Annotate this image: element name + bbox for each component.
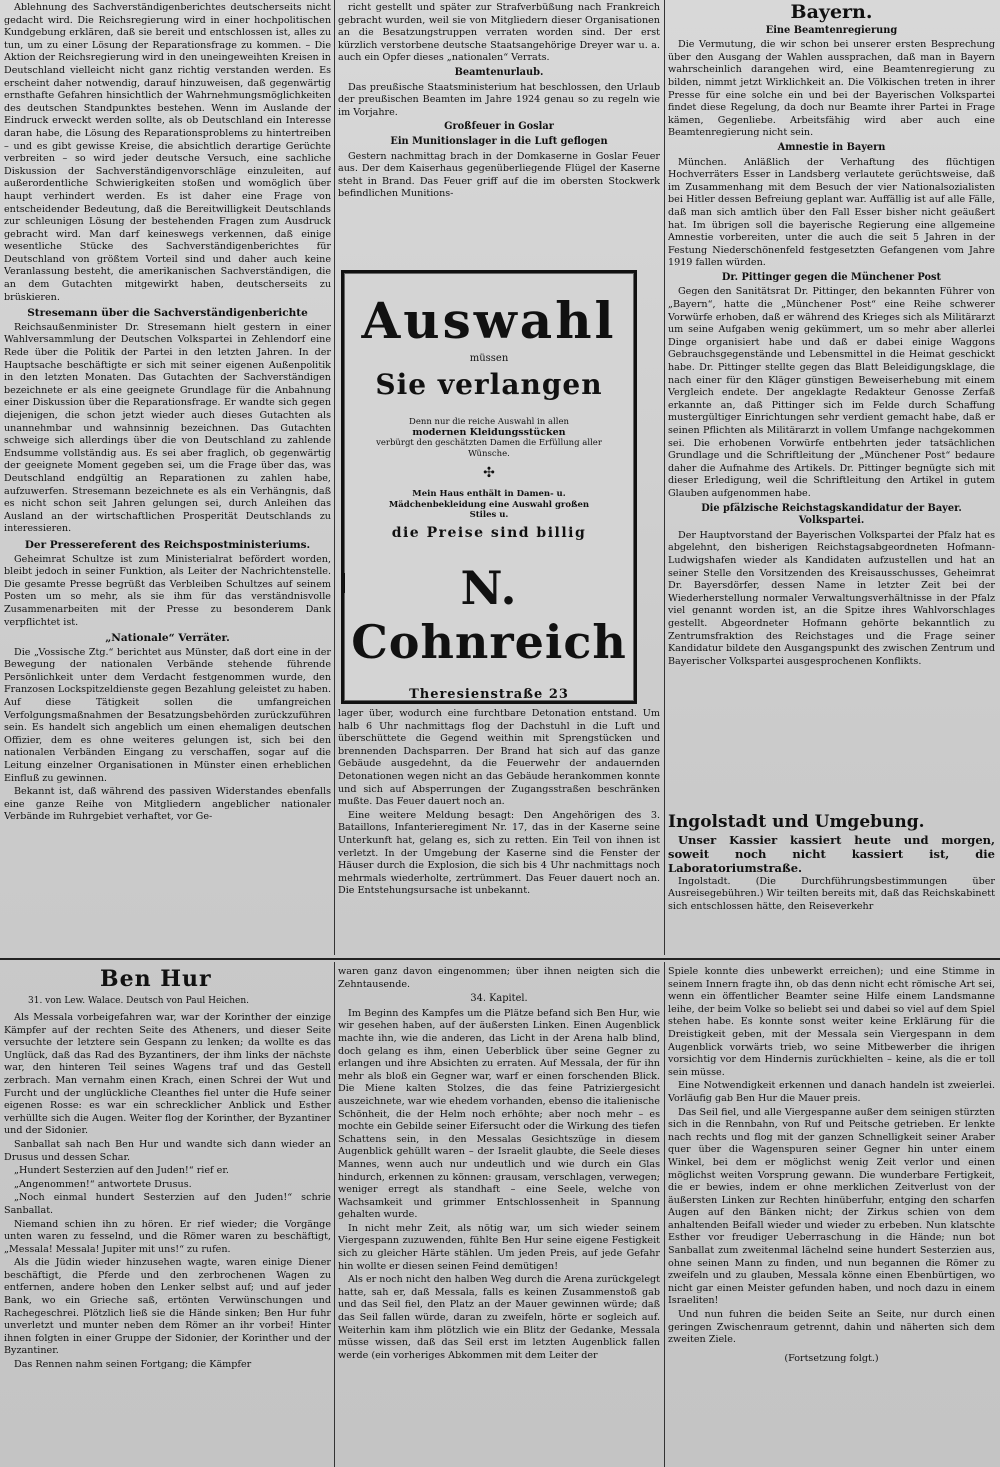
column-ingolstadt	[668, 812, 995, 952]
column-news	[338, 2, 660, 262]
serial-paragraph: Als die Jüdin wieder hinzusehen wagte, waren einige Diener beschäftigt, die Pferde und den zerbrochenen Wagen zu entfernen, andere hoben den Lenker selbst auf; und auf jeder Bank, wo ein Grieche saß, ertönten Verwünschungen und Rachegeschrei. Plötzlich ließ sie die Hände sinken; Ben Hur fuhr unverletzt und munter neben dem Römer an ihr vorbei! Hinter ihnen folgten in einer Gruppe der Sidonier, der Korinther und der Byzantiner.	[4, 1257, 331, 1357]
serial-paragraph: waren ganz davon eingenommen; über ihnen neigten sich die Zehntausende.	[338, 966, 660, 990]
column-bayern	[668, 2, 995, 802]
serial-paragraph: Eine Notwendigkeit erkennen und danach handeln ist zweierlei. Vorläufig gab Ben Hur die Mauer preis.	[668, 1080, 995, 1104]
article-paragraph: Bekannt ist, daß während des passiven Widerstandes ebenfalls eine ganze Reihe von Mitgliedern angeblicher nationaler Verbände im Ruhrgebiet verhaftet, vor Ge-	[4, 786, 331, 823]
serial-paragraph: Und nun fuhren die beiden Seite an Seite, nur durch einen geringen Zwischenraum getrennt, dahin und näherten sich dem zweiten Ziele.	[668, 1309, 995, 1346]
ad-body	[374, 417, 604, 459]
serial-column-3	[668, 966, 995, 1466]
serial-paragraph: Das Rennen nahm seinen Fortgang; die Kämpfer	[14, 1359, 252, 1371]
ad-subline: müssen	[469, 353, 509, 364]
ad-headline: Auswahl	[361, 291, 617, 350]
serial-paragraph: „Noch einmal hundert Sesterzien auf den Juden!“ schrie Sanballat.	[4, 1192, 331, 1216]
serial-column-2	[338, 966, 660, 1466]
headline-stresemann: Stresemann über die Sachverständigenberichte	[27, 307, 308, 320]
article-paragraph: Gegen den Sanitätsrat Dr. Pittinger, den bekannten Führer von „Bayern“, hatte die „Münchener Post“ eine Reihe schwerer Vorwürfe erhoben, daß er während des Krieges sich als Militärarzt um seine Aufgaben wenig gekümmert, um so mehr aber allerlei Dinge organisiert habe und daß er dabei einige Waggons Gebrauchsgegenstände und Lebensmittel in die Heimat geschickt habe. Dr. Pittinger stellte gegen das Blatt Beleidigungsklage, die nach einer für den Kläger günstigen Beweiserhebung mit einem Vergleich endete. Der angeklagte Redakteur Genosse Zerfaß erkannte an, daß Pittinger sich im Felde durch Schaffung mustergültiger Einrichtungen sehr verdient gemacht habe, daß er seinen Pflichten als Militärarzt in vollem Umfange nachgekommen sei. Die erhobenen Vorwürfe entbehrten jeder tatsächlichen Grundlage und die Schriftleitung der „Münchener Post“ bedaure daher die Aufnahme des Artikels. Dr. Pittinger begnügte sich mit dieser Erledigung, weil die Schriftleitung den Artikel in gutem Glauben aufgenommen habe.	[668, 286, 995, 499]
ad-line: verbürgt den geschätzten Damen die Erfüllung aller Wünsche.	[376, 438, 602, 459]
headline-beamtenurlaub: Beamtenurlaub.	[454, 66, 544, 78]
headline-pittinger: Dr. Pittinger gegen die Münchener Post	[721, 271, 942, 283]
headline-ingolstadt: Ingolstadt und Umgebung.	[668, 812, 925, 832]
article-paragraph: Der Hauptvorstand der Bayerischen Volkspartei der Pfalz hat es abgelehnt, den bisherigen Reichstagsabgeordneten Hofmann-Ludwigshafen wieder als Kandidaten aufzustellen und hat an seiner Stelle den Vorsitzenden des Kreisausschusses, Geheimrat Dr. Bayersdörfer, dessen Name in letzter Zeit bei der Wiederherstellung normaler Verwaltungsverhältnisse in der Pfalz viel genannt worden ist, an die Spitze ihres Wahlvorschlages gestellt. Abgeordneter Hofmann gehörte bekanntlich zu Zentrumsfraktion des Reichstages und die Frage seiner Kandidatur bildete den Ausgangspunkt des zwischen Zentrum und Bayerischer Volkspartei ausgesprochenen Konflikts.	[668, 529, 995, 667]
ad-address: Theresienstraße 23	[409, 686, 569, 702]
column-rule	[334, 0, 335, 955]
article-paragraph: Geheimrat Schultze ist zum Ministerialrat befördert worden, bleibt jedoch in seiner Funktion, als Leiter der Nachrichtenstelle. Die gesamte Presse begrüßt das Verbleiben Schultzes auf seinem Posten um so mehr, als sie ihm für das verständnisvolle Zusammenarbeiten mit der Presse zu besonderem Dank verpflichtet ist.	[4, 553, 331, 628]
serial-paragraph: Spiele konnte dies unbewerkt erreichen); und eine Stimme in seinem Innern fragte ihn, ob das denn nicht echt römische Art sei, wenn ein öffentlicher Beamter seine Hilfe einem Landsmanne leihe, der beim Volke so beliebt sei und dabei so viel auf dem Spiel stehen habe. Es konnte sonst weiter keine Erklärung für die Dreistigkeit geben, mit der Messala sein Viergespann in dem Augenblick vorwärts trieb, wo seine Mitbewerber die ihrigen vorsichtig vor dem Hindernis zurückhielten – keine, als die er toll sein müsse.	[668, 966, 995, 1078]
article-paragraph: richt gestellt und später zur Strafverbüßung nach Frankreich gebracht wurden, weil sie von Mitgliedern dieser Organisationen an die Besatzungstruppen verraten worden sind. Der erst kürzlich verstorbene deutsche Staatsangehörige Dreyer war u. a. auch ein Opfer dieses „nationalen“ Verrats.	[338, 2, 660, 64]
column-rule	[664, 0, 665, 955]
ad-line: Denn nur die reiche Auswahl in allen	[409, 417, 569, 427]
serial-column-1	[4, 1012, 331, 1462]
serial-paragraph: „Hundert Sesterzien auf den Juden!“ rief er.	[14, 1165, 229, 1177]
article-paragraph: Ablehnung des Sachverständigenberichtes deutscherseits nicht gedacht wird. Die Reichsregierung wird in einer hochpolitischen Kundgebung erklären, daß sie bereit und entschlossen ist, alles zu tun, um zu einer Lösung der Reparationsfrage zu kommen. – Die Aktion der Reichsregierung wird in den uneingeweihten Kreisen in Deutschland vielleicht nicht ganz richtig verstanden werden. Es erscheint daher notwendig, darauf hinzuweisen, daß gegenwärtig ernsthafte Gefahren hinsichtlich der Wahrnehmungsmöglichkeiten des deutschen Standpunktes bestehen. Wenn im Auslande der Eindruck erweckt werden sollte, als ob Deutschland ein Interesse daran habe, die Lösung des Reparationsproblems zu hintertreiben – und es gibt gewisse Kreise, die absichtlich derartige Gerüchte verbreiten – so wird jeder deutsche Versuch, eine sachliche Diskussion der Sachverständigenvorschläge einzuleiten, auf außerordentliche Schwierigkeiten stoßen und womöglich über haupt verhindert werden. Es ist daher eine Frage von entscheidender Bedeutung, daß die Bereitwilligkeit Deutschlands zur schleunigen Lösung der bestehenden Fragen zum Ausdruck gebracht wird. Man darf keineswegs verkennen, daß einige wesentliche Stücke des Sachverständigenberichtes für Deutschland von größtem Vorteil sind und daher auch keine Veranlassung besteht, die amerikanischen Sachverständigen, die an dem Gutachten mitgewirkt haben, deutscherseits zu brüskieren.	[4, 2, 331, 303]
serial-byline: 31. von Lew. Walace. Deutsch von Paul Heichen.	[28, 996, 250, 1006]
serial-paragraph: Sanballat sah nach Ben Hur und wandte sich dann wieder an Drusus und dessen Schar.	[4, 1138, 331, 1163]
ad-price-line: die Preise sind billig	[391, 524, 587, 541]
serial-paragraph: „Angenommen!“ antwortete Drusus.	[14, 1178, 192, 1190]
column-rule	[334, 962, 335, 1467]
article-paragraph: Die „Vossische Ztg.“ berichtet aus Münster, daß dort eine in der Bewegung der nationalen Verbände stehende führende Persönlichkeit unter dem Verdacht festgenommen wurde, den Franzosen Lockspitzeldienste gegen Bezahlung geleistet zu haben. Auf diese Tätigkeit sollen die umfangreichen Verfolgungsmaßnahmen der Besatzungsbehörden zurückzuführen sein. Es handelt sich angeblich um einen ehemaligen deutschen Offizier, dem es ohne weiteres gelungen ist, sich bei den nationalen Verbänden Eingang zu verschaffen, sogar auf die Leitung einzelner Organisationen in Münster einen erheblichen Einfluß zu gewinnen.	[4, 646, 331, 784]
continuation-note: (Fortsetzung folgt.)	[784, 1352, 879, 1364]
serial-paragraph: In nicht mehr Zeit, als nötig war, um sich wieder seinem Viergespann zuzuwenden, fühlte Ben Hur seine eigene Festigkeit sich zu gleicher Härte stählen. Um jeden Preis, auf jede Gefahr hin wollte er diesen seinen Feind demütigen!	[338, 1222, 660, 1272]
ad-headline-2: Sie verlangen	[375, 368, 603, 401]
column-news-continued	[338, 708, 660, 948]
headline-verraeter: „Nationale“ Verräter.	[105, 632, 230, 645]
article-paragraph: München. Anläßlich der Verhaftung des flüchtigen Hochverräters Esser in Landsberg verlautete gerüchtsweise, daß im Zusammenhang mit dem Besuch der vier Nationalsozialisten bei Hitler dessen Befreiung geplant war. Auffällig ist auf alle Fälle, daß man sich amtlich über den Fall Esser bisher nicht geäußert hat. Im übrigen soll die bayerische Regierung eine allgemeine Amnestie vorbereiten, unter die auch die seit 5 Jahren in der Festung Niederschönenfeld festgesetzten Gefangenen vom Jahre 1919 fallen würden.	[668, 156, 995, 269]
bracket-ornament	[343, 573, 355, 593]
headline-pfalz: Die pfälzische Reichstagskandidatur der Bayer. Volkspartei.	[701, 502, 962, 527]
serial-paragraph: Als Messala vorbeigefahren war, war der Korinther der einzige Kämpfer auf der rechten Seite des Atheners, und dieser Seite versuchte der letztere sein Gespann zu lenken; da wollte es das Unglück, daß das Rad des Byzantiners, der ihm links der nächste war, den hinteren Teil seines Wagens traf und das Gestell zerbrach. Man vernahm einen Krach, einen Schrei der Wut und Furcht und der unglückliche Cleanthes fiel unter die Hufe seiner eigenen Rosse: es war ein schrecklicher Anblick und Esther verhüllte sich die Augen. Weiter flog der Korinther, der Byzantiner und der Sidonier.	[4, 1012, 331, 1137]
serial-paragraph: Als er noch nicht den halben Weg durch die Arena zurückgelegt hatte, sah er, daß Messala, falls es keinen Zusammenstoß gab und das Seil fiel, den Platz an der Mauer gewinnen würde; daß das Seil fallen würde, daran zu zweifeln, hörte er sogleich auf. Weiterhin kam ihm plötzlich wie ein Blitz der Gedanke, Messala müsse wissen, daß das Seil erst im letzten Augenblick fallen werde (ein vorheriges Abkommen mit dem Leiter der	[338, 1274, 660, 1361]
advertisement-cohnreich	[341, 270, 637, 704]
headline-grossfeuer: Großfeuer in Goslar	[444, 121, 554, 133]
ad-brand: N. Cohnreich	[351, 560, 627, 669]
serial-paragraph: Das Seil fiel, und alle Viergespanne außer dem seinigen stürzten sich in die Rennbahn, von Ruf und Peitsche getrieben. Er lenkte nach rechts und flog mit der ganzen Schnelligkeit seiner Araber quer über die Wagenspuren seiner Gegner hin unter einem Winkel, bei dem er möglichst wenig Zeit verlor und einen möglichst weiten Vorsprung gewann. Die wunderbare Fertigkeit, die er bewies, indem er ohne merklichen Zeitverlust von der äußersten Linken zur Rechten hinüberfuhr, entging den scharfen Augen auf den Bänken nicht; der Zirkus schien von dem anhaltenden Beifall wieder und wieder zu erbeben. Nun klatschte Esther vor freudiger Ueberraschung in die Hände; nun bot Sanballat zum zweitenmal lächelnd seine hundert Sesterzien aus, ohne seinen Mann zu finden, und nun begannen die Römer zu zweifeln und zu glauben, Messala könne einen Ebenbürtigen, wo nicht gar einen Meister gefunden haben, und noch dazu in einem Israeliten!	[668, 1106, 995, 1307]
article-paragraph: Das preußische Staatsministerium hat beschlossen, den Urlaub der preußischen Beamten im Jahre 1924 genau so zu regeln wie im Vorjahre.	[338, 81, 660, 118]
article-paragraph: Reichsaußenminister Dr. Stresemann hielt gestern in einer Wahlversammlung der Deutschen Volkspartei in Zehlendorf eine Rede über die Politik der Partei in den letzten Jahren. In der Hauptsache beschäftigte er sich mit seiner eigenen Außenpolitik in den letzten Monaten. Das Gutachten der Sachverständigen bezeichnete er als eine geeignete Grundlage für die Anbahnung einer Diskussion über die Reparationsfrage. Er wandte sich gegen diejenigen, die schon jetzt wieder auch dieses Gutachten als unannehmbar und wahnsinnig bezeichnen. Das Gutachten schweige sich allerdings über die von Deutschland zu zahlende Endsumme vollständig aus. Es sei aber fraglich, ob gegenwärtig der geeignete Moment gegeben sei, um die Frage über das, was Deutschland endgültig an Reparationen zu zahlen habe, aufzuwerfen. Stresemann bezeichnete es als ein Verhängnis, daß es nicht schon seit Jahren gelungen sei, durch Anleihen das Ausland an der wirtschaftlichen Prosperität Deutschlands zu interessieren.	[4, 321, 331, 535]
ad-line-bold: modernen Kleidungsstücken	[412, 426, 566, 438]
serial-paragraph: Niemand schien ihn zu hören. Er rief wieder; die Vorgänge unten waren zu fesselnd, und die Römer waren zu beschäftigt, „Messala! Messala! Jupiter mit uns!“ zu rufen.	[4, 1218, 331, 1255]
headline-amnestie: Amnestie in Bayern	[777, 141, 886, 153]
subheadline-munitionslager: Ein Munitionslager in die Luft geflogen	[390, 135, 608, 147]
ad-body-2: Mein Haus enthält in Damen- u. Mädchenbekleidung eine Auswahl großen Stiles u.	[388, 489, 590, 520]
article-paragraph: Ingolstadt. (Die Durchführungsbestimmungen über Ausreisegebühren.) Wir teilten bereits mit, daß das Reichskabinett sich entschlossen hätte, den Reiseverkehr	[668, 875, 995, 912]
chapter-heading: 34. Kapitel.	[470, 993, 528, 1005]
column-politics	[4, 2, 331, 942]
headline-bayern: Bayern.	[790, 2, 873, 23]
article-paragraph: Gestern nachmittag brach in der Domkaserne in Goslar Feuer aus. Der dem Kaiserhaus gegenüberliegende Flügel der Kaserne steht in Brand. Das Feuer griff auf die im obersten Stockwerk befindlichen Munitions-	[338, 150, 660, 200]
cashier-notice: Unser Kassier kassiert heute und morgen, soweit noch nicht kassiert ist, die Laboratoriumstraße.	[668, 832, 995, 875]
article-paragraph: Eine weitere Meldung besagt: Den Angehörigen des 3. Bataillons, Infanterieregiment Nr. 17, das in der Kaserne seine Unterkunft hat, gelang es, sich zu retten. Ein Teil von ihnen ist verletzt. In der Umgebung der Kaserne sind die Fenster der Häuser durch die Explosion, die sich bis 4 Uhr nachmittags noch mehrmals wiederholte, zertrümmert. Das Feuer dauert noch an. Die Entstehungsursache ist unbekannt.	[338, 809, 660, 897]
article-paragraph: lager über, wodurch eine furchtbare Detonation entstand. Um halb 6 Uhr nachmittags flog der Dachstuhl in die Luft und überschüttete die Gegend weithin mit Sprengstücken und brennenden Dachsparren. Der Brand hat sich auf das ganze Gebäude ausgedehnt, da die Feuerwehr der andauernden Detonationen wegen nicht an das Gebäude herankommen konnte und sich auf Absperrungen der Zugangsstraßen beschränken mußte. Das Feuer dauert noch an.	[338, 708, 660, 808]
article-paragraph: Die Vermutung, die wir schon bei unserer ersten Besprechung über den Ausgang der Wahlen aussprachen, daß man in Bayern wahrscheinlich darangehen wird, eine Beamtenregierung zu bilden, nimmt jetzt Wirklichkeit an. Die Völkischen treten in ihrer Presse für eine solche ein und bei der Bayerischen Volkspartei findet diese Regelung, da doch nur Beamte ihrer Partei in Frage kämen, Gegenliebe. Arbeitsfähig wird aber auch eine Beamtenregierung nicht sein.	[668, 39, 995, 139]
headline-beamtenregierung: Eine Beamtenregierung	[765, 24, 898, 36]
serial-title: Ben Hur	[100, 966, 212, 992]
column-rule	[664, 962, 665, 1467]
headline-pressereferent: Der Pressereferent des Reichspostministeriums.	[24, 538, 311, 551]
serial-paragraph: Im Beginn des Kampfes um die Plätze befand sich Ben Hur, wie wir gesehen haben, auf der äußersten Linken. Einen Augenblick machte ihn, wie die anderen, das Licht in der Arena halb blind, doch gelang es ihm, einen Ueberblick über seine Gegner zu erlangen und ihre Absichten zu erraten. Auf Messala, der für ihn mehr als bloß ein Gegner war, warf er einen forschenden Blick. Die Miene kalten Stolzes, die das feine Patriziergesicht auszeichnete, war wie ehedem vorhanden, ebenso die italienische Schönheit, die der Helm noch erhöhte; aber noch mehr – es mochte ein Gebilde seiner Eifersucht oder die Wirkung des tiefen Schattens sein, in den Messalas Gesichtszüge in diesem Augenblick gehüllt waren – der Israelit glaubte, die Seele dieses Mannes, wenn auch nur undeutlich und wie durch ein Glas hindurch, erkennen zu können: grausam, verschlagen, verwegen; weniger erregt als standhaft – eine Seele, welche von Wachsamkeit und grimmer Entschlossenheit in Spannung gehalten wurde.	[338, 1007, 660, 1221]
ornament-icon: ✣	[483, 465, 495, 481]
section-rule	[0, 958, 1000, 960]
